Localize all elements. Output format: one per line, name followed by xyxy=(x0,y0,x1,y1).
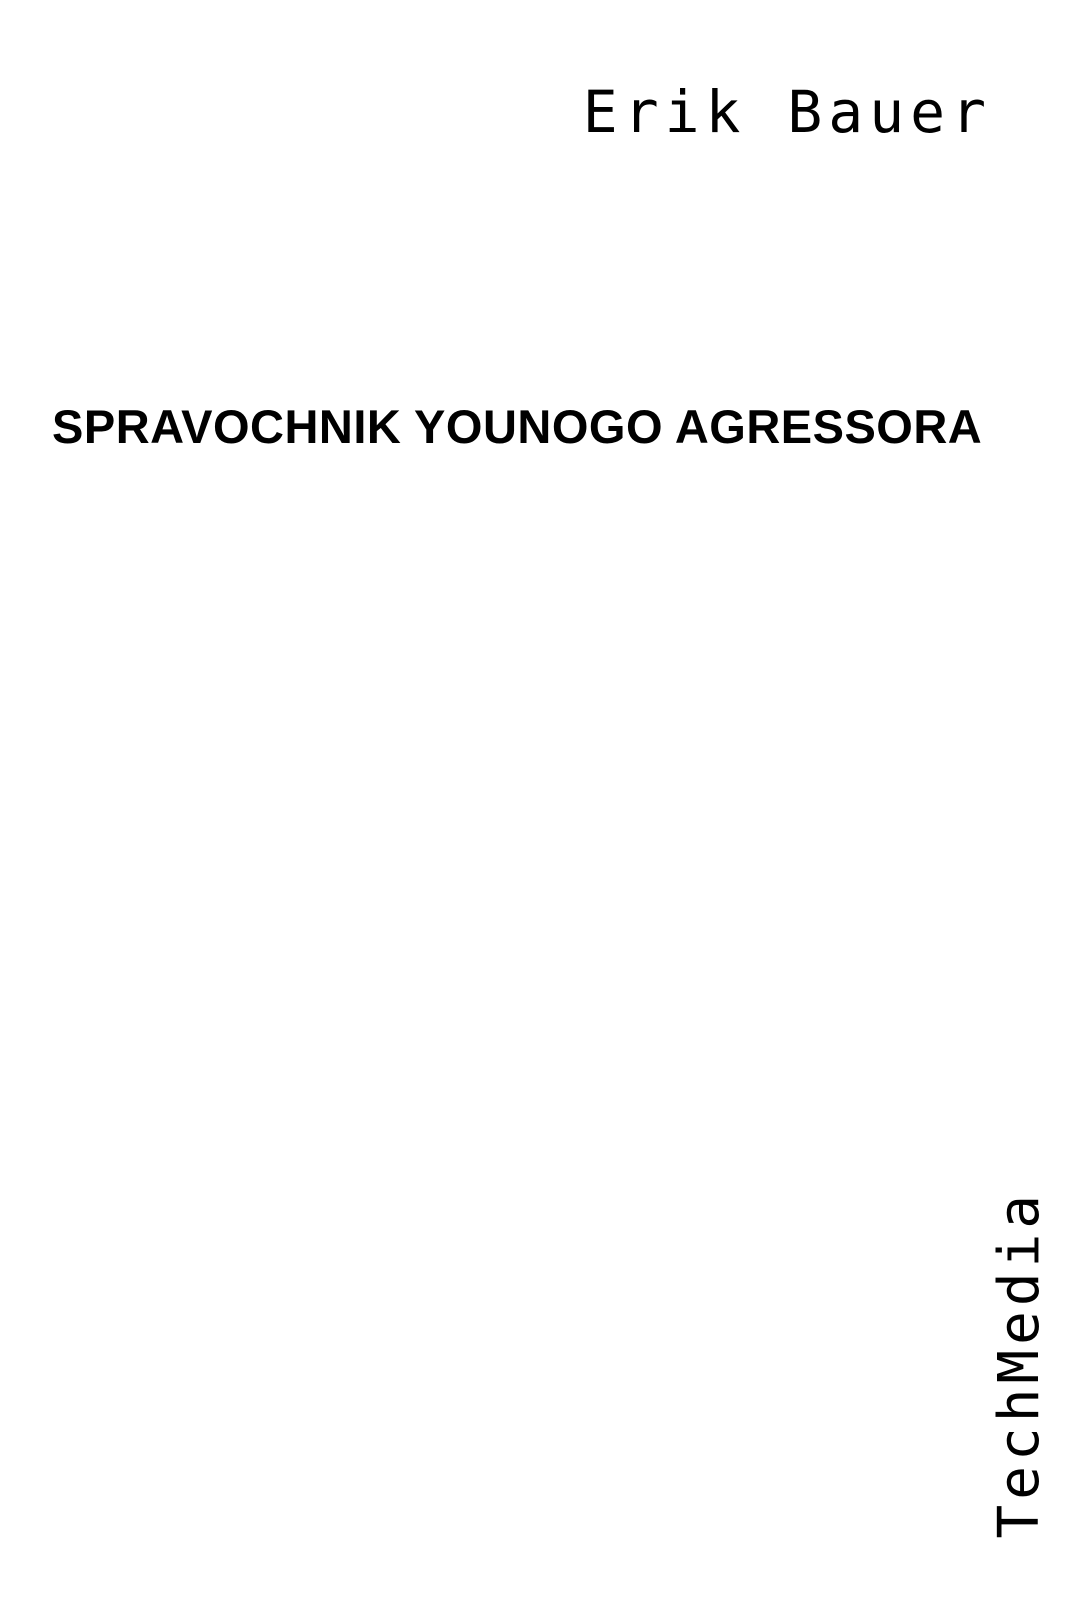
book-title: SPRAVOCHNIK YOUNOGO AGRESSORA xyxy=(52,400,983,453)
publisher-name: TechMedia xyxy=(987,1189,1052,1538)
author-name: Erik Bauer xyxy=(582,78,992,146)
